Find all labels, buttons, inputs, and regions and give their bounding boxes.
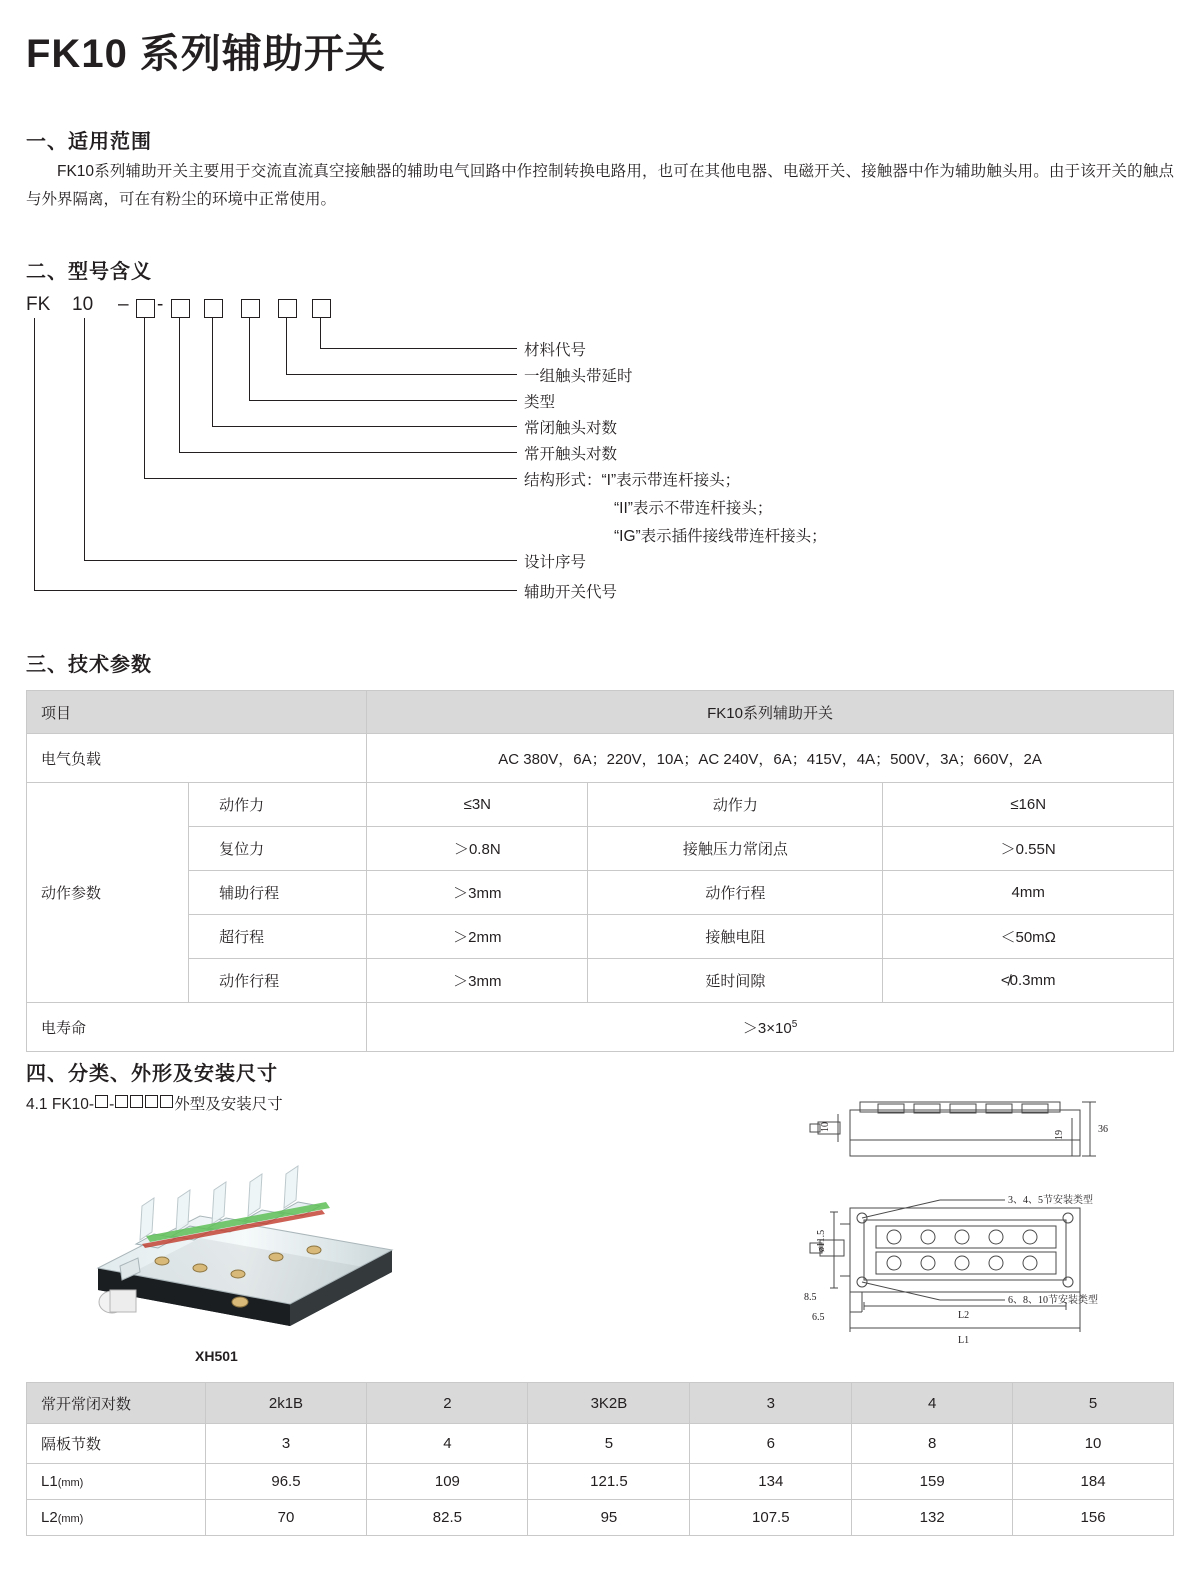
caption-box-3 (130, 1095, 143, 1108)
model-dash-2: - (157, 294, 164, 315)
cell-electrical-life-value (367, 1003, 1174, 1052)
note-label-345: 3、4、5节安装类型 (1008, 1195, 1093, 1206)
dim-label-L1: L1 (958, 1335, 970, 1346)
cell-action-value-2: 4mm (883, 871, 1174, 915)
cell-action-value: ＞0.8N (367, 827, 588, 871)
product-photo (80, 1140, 410, 1340)
table-row (27, 1003, 1174, 1052)
model-box-5 (278, 299, 297, 318)
row-label-text: L1 (41, 1473, 58, 1490)
table-row (27, 1464, 1174, 1500)
model-label-material: 材料代号 (524, 342, 587, 359)
section-heading-dimensions: 四、分类、外形及安装尺寸 (26, 1063, 278, 1085)
row-label-l2 (27, 1500, 206, 1536)
th-series: FK10系列辅助开关 (367, 691, 1174, 734)
cell-value: 70 (205, 1500, 367, 1536)
section-heading-scope: 一、适用范围 (26, 131, 152, 153)
row-label-electrical-life: 电寿命 (27, 1003, 367, 1052)
table-row (27, 959, 1174, 1003)
row-label-electrical-load: 电气负载 (27, 734, 367, 783)
cell-action-sub-label-2: 接触电阻 (588, 915, 883, 959)
life-value-exponent: 5 (791, 1018, 798, 1030)
table-header-row (27, 691, 1174, 734)
cell-action-value: ＞3mm (367, 871, 588, 915)
table-row (27, 871, 1174, 915)
model-label-design-seq: 设计序号 (524, 554, 587, 571)
table-row (27, 734, 1174, 783)
cell-action-sub-label-2: 延时间隙 (588, 959, 883, 1003)
table-row (27, 915, 1174, 959)
model-label-type: 类型 (524, 394, 556, 411)
table-row (27, 783, 1174, 827)
model-box-1 (136, 299, 155, 318)
model-label-structure-1: 结构形式：“I”表示带连杆接头； (524, 472, 741, 489)
cell-action-sub-label-2: 动作力 (588, 783, 883, 827)
cell-value: 156 (1013, 1500, 1174, 1536)
cell-action-sub-label: 动作力 (189, 783, 367, 827)
cell-electrical-load-value: AC 380V，6A；220V，10A；AC 240V，6A；415V，4A；500V，3A；660V，2A (367, 734, 1174, 783)
row-label-text: L2 (41, 1509, 58, 1526)
th-col-1: 2k1B (205, 1383, 367, 1424)
dim-label-36: 36 (1098, 1124, 1108, 1135)
model-label-structure-3: “IG”表示插件接线带连杆接头； (614, 528, 827, 545)
th-item: 项目 (27, 691, 367, 734)
model-code-diagram (0, 288, 1200, 618)
table-header-row (27, 1383, 1174, 1424)
cell-action-value-2: ＜50mΩ (883, 915, 1174, 959)
th-col-3: 3K2B (528, 1383, 690, 1424)
installation-drawing (790, 1100, 1180, 1365)
cell-value: 95 (528, 1500, 690, 1536)
dim-label-8-5: 8.5 (804, 1292, 817, 1303)
dim-label-L2: L2 (958, 1310, 970, 1321)
cell-value: 5 (528, 1424, 690, 1464)
row-label-l1 (27, 1464, 206, 1500)
model-label-switch-code: 辅助开关代号 (524, 584, 618, 601)
model-label-nc-pairs: 常闭触头对数 (524, 420, 618, 437)
caption-prefix: 4.1 FK10- (26, 1096, 95, 1113)
cell-value: 109 (367, 1464, 528, 1500)
cell-action-sub-label: 复位力 (189, 827, 367, 871)
model-prefix-10: 10 (72, 294, 94, 315)
cell-action-value-2: ≮0.3mm (883, 959, 1174, 1003)
note-label-6810: 6、8、10节安装类型 (1008, 1295, 1098, 1306)
th-col-2: 2 (367, 1383, 528, 1424)
row-label-text: 隔板节数 (41, 1436, 102, 1453)
cell-value: 4 (367, 1424, 528, 1464)
scope-paragraph: FK10系列辅助开关主要用于交流直流真空接触器的辅助电气回路中作控制转换电路用，也可在其他电器、电磁开关、接触器中作为辅助触头用。由于该开关的触点与外界隔离，可在有粉尘的环境中正常使用。 (26, 163, 1174, 208)
dim-label-diameter: ø11.5 (816, 1229, 827, 1252)
product-photo-svg (80, 1140, 410, 1340)
model-box-6 (312, 299, 331, 318)
cell-action-value: ≤3N (367, 783, 588, 827)
model-box-2 (171, 299, 190, 318)
model-box-3 (204, 299, 223, 318)
model-label-structure-2: “II”表示不带连杆接头； (614, 500, 773, 517)
installation-drawing-svg (790, 1100, 1180, 1365)
dimension-table (26, 1382, 1174, 1536)
row-label-partitions (27, 1424, 206, 1464)
th-pairs: 常开常闭对数 (27, 1383, 206, 1424)
cell-action-sub-label-2: 接触压力常闭点 (588, 827, 883, 871)
caption-box-5 (160, 1095, 173, 1108)
cell-value: 159 (852, 1464, 1013, 1500)
life-value-base: ＞3×10 (742, 1019, 792, 1037)
model-prefix-fk: FK (26, 294, 51, 315)
subsection-41-caption: 4.1 FK10- - 外型及安装尺寸 (26, 1096, 283, 1113)
dim-label-19: 19 (1054, 1130, 1065, 1140)
model-box-4 (241, 299, 260, 318)
cell-action-sub-label-2: 动作行程 (588, 871, 883, 915)
dim-label-10: 10 (820, 1122, 831, 1132)
cell-action-sub-label: 超行程 (189, 915, 367, 959)
table-row (27, 827, 1174, 871)
cell-action-sub-label: 辅助行程 (189, 871, 367, 915)
row-label-action-params: 动作参数 (27, 783, 189, 1003)
row-label-unit: (mm) (57, 1477, 84, 1489)
table-row (27, 1424, 1174, 1464)
model-label-delay: 一组触头带延时 (524, 368, 633, 385)
cell-value: 6 (690, 1424, 852, 1464)
product-photo-caption: XH501 (195, 1348, 238, 1364)
cell-action-value: ＞2mm (367, 915, 588, 959)
cell-value: 96.5 (205, 1464, 367, 1500)
model-dash-1: – (118, 294, 129, 315)
cell-value: 134 (690, 1464, 852, 1500)
caption-box-1 (95, 1095, 108, 1108)
row-label-unit: (mm) (57, 1513, 84, 1525)
cell-value: 10 (1013, 1424, 1174, 1464)
cell-action-sub-label: 动作行程 (189, 959, 367, 1003)
cell-action-value-2: ＞0.55N (883, 827, 1174, 871)
th-col-6: 5 (1013, 1383, 1174, 1424)
page-title: FK10 系列辅助开关 (26, 32, 386, 76)
table-row (27, 1500, 1174, 1536)
caption-box-4 (145, 1095, 158, 1108)
cell-value: 107.5 (690, 1500, 852, 1536)
tech-parameters-table (26, 690, 1174, 1052)
th-col-4: 3 (690, 1383, 852, 1424)
cell-value: 82.5 (367, 1500, 528, 1536)
cell-action-value-2: ≤16N (883, 783, 1174, 827)
cell-value: 3 (205, 1424, 367, 1464)
cell-value: 121.5 (528, 1464, 690, 1500)
cell-value: 184 (1013, 1464, 1174, 1500)
th-col-5: 4 (852, 1383, 1013, 1424)
section-heading-model: 二、型号含义 (26, 261, 152, 283)
caption-box-2 (115, 1095, 128, 1108)
cell-value: 132 (852, 1500, 1013, 1536)
model-label-no-pairs: 常开触头对数 (524, 446, 618, 463)
section-heading-tech: 三、技术参数 (26, 654, 152, 676)
cell-action-value: ＞3mm (367, 959, 588, 1003)
dim-label-6-5: 6.5 (812, 1312, 825, 1323)
cell-value: 8 (852, 1424, 1013, 1464)
caption-suffix: 外型及安装尺寸 (174, 1096, 283, 1113)
